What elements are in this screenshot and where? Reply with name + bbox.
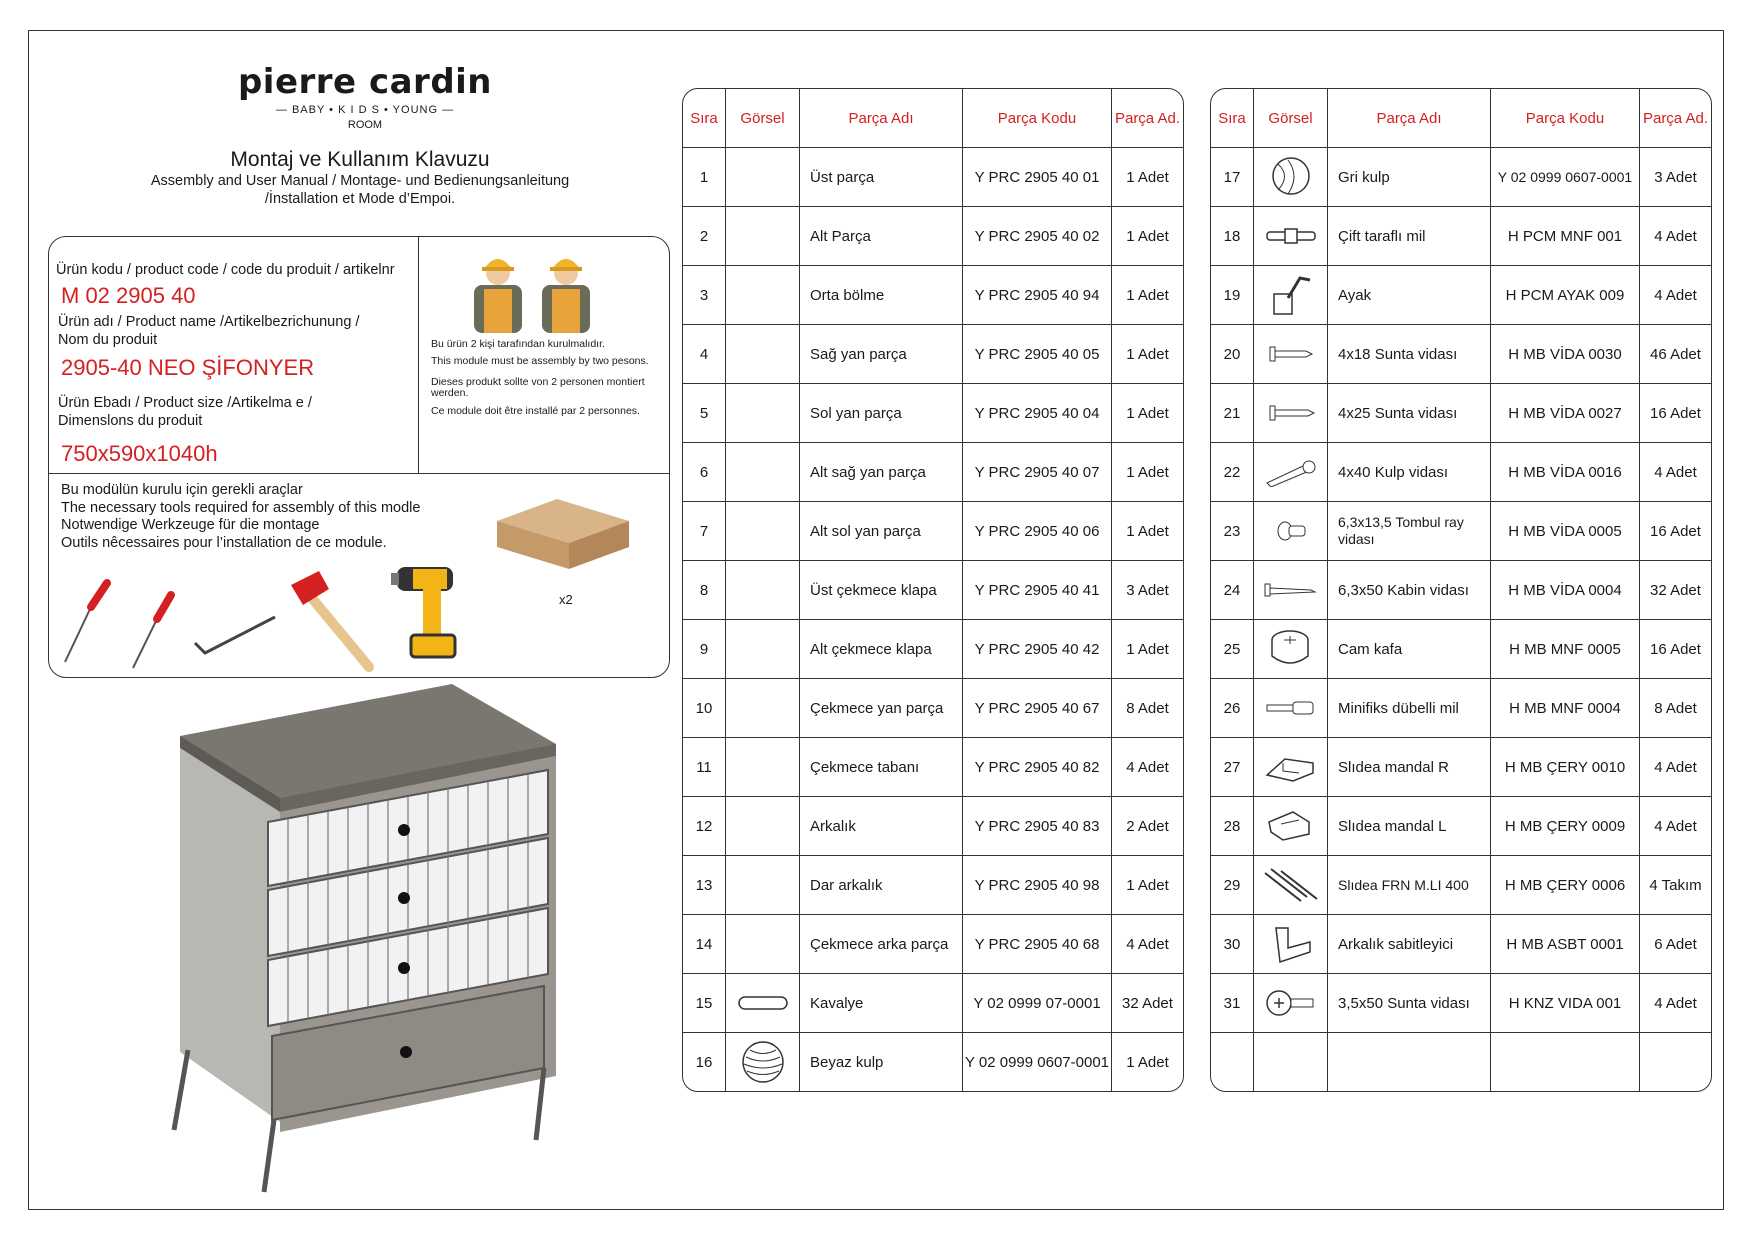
screw-icon [1261,580,1321,600]
part-qty: 1 Adet [1112,384,1183,443]
part-name: Çekmece tabanı [800,738,963,797]
part-code: H MB ÇERY 0009 [1491,797,1640,856]
product-name: 2905-40 NEO ŞİFONYER [61,355,315,380]
col-header-image: Görsel [726,89,800,148]
part-no: 12 [683,797,726,856]
part-image [1254,974,1328,1033]
part-qty: 1 Adet [1126,1053,1169,1071]
part-qty: 2 Adet [1112,797,1183,856]
tools-line: Outils nêcessaires pour l’installation de ce module. [61,534,387,551]
part-code: Y PRC 2905 40 05 [963,325,1112,384]
part-qty: 1 Adet [1112,502,1183,561]
part-no: 31 [1211,974,1254,1033]
table-row [683,266,1183,325]
part-qty: 1 Adet [1112,148,1183,207]
part-name: Dar arkalık [800,856,963,915]
slide-clip-icon [1263,806,1319,846]
double-pin-icon [1261,226,1321,246]
table-row [1211,856,1711,915]
part-name: Arkalık [800,797,963,856]
part-image [1254,738,1328,797]
part-no: 20 [1211,325,1254,384]
brand-room: ROOM [347,119,383,131]
part-qty: 4 Adet [1640,797,1711,856]
table-row [1211,738,1711,797]
part-image [726,502,800,561]
part-name: 4x18 Sunta vidası [1328,325,1491,384]
part-qty: 1 Adet [1112,266,1183,325]
part-no: 3 [683,266,726,325]
part-qty: 4 Adet [1640,266,1711,325]
part-no: 15 [683,974,726,1033]
part-image [726,974,800,1033]
manual-title: Montaj ve Kullanım Klavuzu [230,148,490,171]
part-no: 5 [683,384,726,443]
table-row [683,797,1183,856]
part-name: Alt sağ yan parça [800,443,963,502]
table-row [1211,443,1711,502]
part-image [1254,561,1328,620]
part-no: 1 [683,148,726,207]
part-qty: 4 Adet [1112,738,1183,797]
part-no: 4 [683,325,726,384]
part-image [1254,266,1328,325]
dowel-icon [733,988,793,1018]
table-row [683,502,1183,561]
part-name: Minifiks dübelli mil [1328,679,1491,738]
part-no: 21 [1211,384,1254,443]
part-name: Orta bölme [800,266,963,325]
col-header-qty: Parça Ad. [1112,89,1183,148]
manual-subtitle-1: Assembly and User Manual / Montage- und Bedienungsanleitung [150,173,570,189]
assembly-note-de: Dieses produkt sollte von 2 personen montiert werden. [431,376,645,399]
part-name: Slıdea FRN M.LI 400 [1328,856,1491,915]
table-row [1211,384,1711,443]
part-image [726,384,800,443]
chest-of-drawers-image [168,680,568,1202]
part-qty: 1 Adet [1112,207,1183,266]
part-name: Slıdea mandal R [1328,738,1491,797]
part-name: Çekmece yan parça [800,679,963,738]
part-code: Y 02 0999 07-0001 [963,974,1112,1033]
screwdriver-icon [125,583,185,673]
part-qty: 8 Adet [1112,679,1183,738]
table-row [683,384,1183,443]
minifix-pin-icon [1263,698,1319,718]
table-row [683,561,1183,620]
col-header-name: Parça Adı [1328,89,1491,148]
product-size-label: Ürün Ebadı / Product size /Artikelma e / [58,395,312,411]
part-name: Ayak [1328,266,1491,325]
part-image [726,738,800,797]
part-code: H MB VİDA 0005 [1491,502,1640,561]
part-qty: 1 Adet [1112,443,1183,502]
part-code: Y PRC 2905 40 94 [963,266,1112,325]
drill-icon [389,559,479,669]
part-no: 19 [1211,266,1254,325]
part-image [726,207,800,266]
table-row [1211,325,1711,384]
part-code: Y PRC 2905 40 82 [963,738,1112,797]
part-no: 11 [683,738,726,797]
part-image [1254,915,1328,974]
part-name: Cam kafa [1328,620,1491,679]
part-qty: 6 Adet [1640,915,1711,974]
part-no: 28 [1211,797,1254,856]
part-code: Y PRC 2905 40 68 [963,915,1112,974]
hammer-icon [281,567,381,677]
part-image [1254,207,1328,266]
part-image [1254,148,1328,207]
part-name: Gri kulp [1328,148,1491,207]
part-qty: 16 Adet [1640,502,1711,561]
part-code: Y 02 0999 0607-0001 [1491,148,1640,207]
part-qty: 4 Adet [1640,738,1711,797]
part-no: 25 [1211,620,1254,679]
part-image [1254,443,1328,502]
part-name: 4x40 Kulp vidası [1328,443,1491,502]
part-code: H MB ÇERY 0006 [1491,856,1640,915]
part-qty: 16 Adet [1640,384,1711,443]
brand-sub: — BABY • K I D S • YOUNG — [275,104,455,116]
part-qty: 16 Adet [1640,620,1711,679]
back-panel-fixer-icon [1266,922,1316,966]
cam-lock-icon [1266,624,1316,674]
part-no: 14 [683,915,726,974]
part-no: 26 [1211,679,1254,738]
part-image [1254,384,1328,443]
part-qty: 46 Adet [1640,325,1711,384]
part-code: H PCM AYAK 009 [1491,266,1640,325]
part-no: 6 [683,443,726,502]
col-header-no: Sıra [1211,89,1254,148]
part-name: Üst çekmece klapa [800,561,963,620]
part-no: 7 [683,502,726,561]
part-name: Kavalye [800,974,963,1033]
part-code: H MB VİDA 0027 [1491,384,1640,443]
box-icon [493,495,633,575]
part-name: Üst parça [800,148,963,207]
tools-line: Bu modülün kurulu için gerekli araçlar [61,482,303,498]
col-header-name: Parça Adı [800,89,963,148]
table-row [683,974,1183,1033]
table-row [1211,620,1711,679]
part-image [1254,325,1328,384]
part-image [1254,797,1328,856]
table-row [683,738,1183,797]
part-code: H MB ASBT 0001 [1491,915,1640,974]
part-name: Sağ yan parça [800,325,963,384]
part-image [1254,502,1328,561]
table-row [1211,502,1711,561]
table-row [1211,148,1711,207]
part-image [726,443,800,502]
part-image [1254,679,1328,738]
part-name: Alt Parça [800,207,963,266]
part-image [726,325,800,384]
part-image [726,148,800,207]
part-code: Y PRC 2905 40 98 [963,856,1112,915]
part-code: Y 02 0999 0607-0001 [963,1033,1112,1091]
part-image [726,915,800,974]
knob-icon [738,1037,788,1087]
tools-line: Notwendige Werkzeuge für die montage [61,517,320,533]
table-row [1211,974,1711,1033]
tools-text [61,482,420,552]
manual-subtitle-2: /İnstallation et Mode d’Empoi. [264,191,456,207]
screw-icon [1266,403,1316,423]
table-row [683,148,1183,207]
part-code: H MB VİDA 0016 [1491,443,1640,502]
part-qty: 1 Adet [1112,620,1183,679]
part-code: Y PRC 2905 40 01 [963,148,1112,207]
table-row [1211,679,1711,738]
col-header-no: Sıra [683,89,726,148]
part-no [1211,1033,1254,1091]
part-code: H MB MNF 0005 [1491,620,1640,679]
product-size: 750x590x1040h [61,441,218,466]
table-row [1211,561,1711,620]
part-qty: 8 Adet [1640,679,1711,738]
part-name: 6,3x50 Kabin vidası [1328,561,1491,620]
part-code: Y PRC 2905 40 41 [963,561,1112,620]
part-code: Y PRC 2905 40 83 [963,797,1112,856]
assembly-note-fr: Ce module doit être installé par 2 personnes. [431,405,640,417]
part-code: Y PRC 2905 40 07 [963,443,1112,502]
part-image [1254,1033,1328,1091]
screw-icon [1266,344,1316,364]
col-header-image: Görsel [1254,89,1328,148]
part-name: Arkalık sabitleyici [1328,915,1491,974]
manual-heading [110,148,610,208]
part-no: 13 [683,856,726,915]
assembly-note-en: This module must be assembly by two pesons. [431,355,649,367]
product-name-label: Ürün adı / Product name /Artikelbezrichunung / [58,314,360,330]
part-no: 27 [1211,738,1254,797]
part-no: 29 [1211,856,1254,915]
part-code: Y PRC 2905 40 42 [963,620,1112,679]
part-image [726,620,800,679]
part-no: 23 [1211,502,1254,561]
screwdriver-icon [57,577,117,667]
leg-icon [1266,270,1316,320]
screw-icon [1271,516,1311,546]
part-qty: 32 Adet [1640,561,1711,620]
table-row [683,207,1183,266]
part-code: H MB VİDA 0030 [1491,325,1640,384]
table-row [683,915,1183,974]
part-image [1254,620,1328,679]
divider [418,237,419,473]
product-code: M 02 2905 40 [61,283,196,308]
table-row [1211,207,1711,266]
table-row [683,679,1183,738]
parts-table-left [682,88,1184,1092]
table-header-row [1211,89,1711,148]
part-name: Alt sol yan parça [800,502,963,561]
part-code: Y PRC 2905 40 04 [963,384,1112,443]
table-row [683,856,1183,915]
part-code: Y PRC 2905 40 67 [963,679,1112,738]
part-name: Slıdea mandal L [1328,797,1491,856]
screw-icon [1263,985,1319,1021]
assembly-note-tr: Bu ürün 2 kişi tarafından kurulmalıdır. [431,338,605,350]
product-code-label: Ürün kodu / product code / code du produit / artikelnr [56,262,395,278]
part-image [726,1033,800,1091]
product-size-label-2: Dimenslons du produit [58,413,203,429]
part-qty: 1 Adet [1112,856,1183,915]
part-image [726,856,800,915]
part-image [726,561,800,620]
part-qty: 4 Adet [1112,915,1183,974]
part-qty: 3 Adet [1640,148,1711,207]
part-code: H KNZ VIDA 001 [1491,974,1640,1033]
part-name: Beyaz kulp [800,1033,963,1091]
part-image [726,679,800,738]
part-name: 4x25 Sunta vidası [1328,384,1491,443]
divider [49,473,669,474]
table-row [1211,797,1711,856]
part-code: Y PRC 2905 40 06 [963,502,1112,561]
part-no: 22 [1211,443,1254,502]
allen-key-icon [189,609,279,659]
part-image [1254,856,1328,915]
part-no: 16 [683,1033,726,1091]
table-row [683,620,1183,679]
part-qty: 3 Adet [1112,561,1183,620]
part-name: Çekmece arka parça [800,915,963,974]
brand-name: pierre cardin [237,62,493,102]
part-qty: 4 Takım [1640,856,1711,915]
brand-logo [200,62,530,131]
table-header-row [683,89,1183,148]
part-qty: 4 Adet [1640,207,1711,266]
slide-clip-icon [1263,749,1319,785]
part-name: Alt çekmece klapa [800,620,963,679]
part-code: H MB VİDA 0004 [1491,561,1640,620]
part-name: 3,5x50 Sunta vidası [1328,974,1491,1033]
box-count: x2 [559,592,573,607]
part-no: 18 [1211,207,1254,266]
tools-line: The necessary tools required for assembly of this modle [61,499,421,516]
part-no: 24 [1211,561,1254,620]
part-qty [1640,1033,1711,1091]
part-qty: 4 Adet [1640,443,1711,502]
part-name: Çift taraflı mil [1328,207,1491,266]
col-header-code: Parça Kodu [1491,89,1640,148]
part-code [1491,1033,1640,1091]
part-no: 8 [683,561,726,620]
part-qty: 32 Adet [1112,974,1183,1033]
drawer-slide-icon [1261,865,1321,905]
part-no: 10 [683,679,726,738]
part-no: 17 [1211,148,1254,207]
product-name-label-2: Nom du produit [58,332,158,348]
part-code: H MB ÇERY 0010 [1491,738,1640,797]
part-image [726,266,800,325]
part-no: 30 [1211,915,1254,974]
table-row [1211,1033,1711,1091]
part-code: Y PRC 2905 40 02 [963,207,1112,266]
table-row [683,1033,1183,1091]
part-qty: 4 Adet [1640,974,1711,1033]
part-code: H PCM MNF 001 [1491,207,1640,266]
knob-icon [1266,154,1316,200]
part-name: Sol yan parça [800,384,963,443]
part-code: H MB MNF 0004 [1491,679,1640,738]
part-name: 6,3x13,5 Tombul ray vidası [1328,502,1491,561]
table-row [1211,915,1711,974]
part-image [726,797,800,856]
part-qty: 1 Adet [1112,325,1183,384]
part-no: 2 [683,207,726,266]
screw-icon [1261,457,1321,487]
part-name [1328,1033,1491,1091]
product-info-box [48,236,670,678]
col-header-qty: Parça Ad. [1640,89,1711,148]
two-workers-icon [464,243,604,333]
table-row [683,443,1183,502]
parts-table-right [1210,88,1712,1092]
part-no: 9 [683,620,726,679]
table-row [1211,266,1711,325]
table-row [683,325,1183,384]
col-header-code: Parça Kodu [963,89,1112,148]
